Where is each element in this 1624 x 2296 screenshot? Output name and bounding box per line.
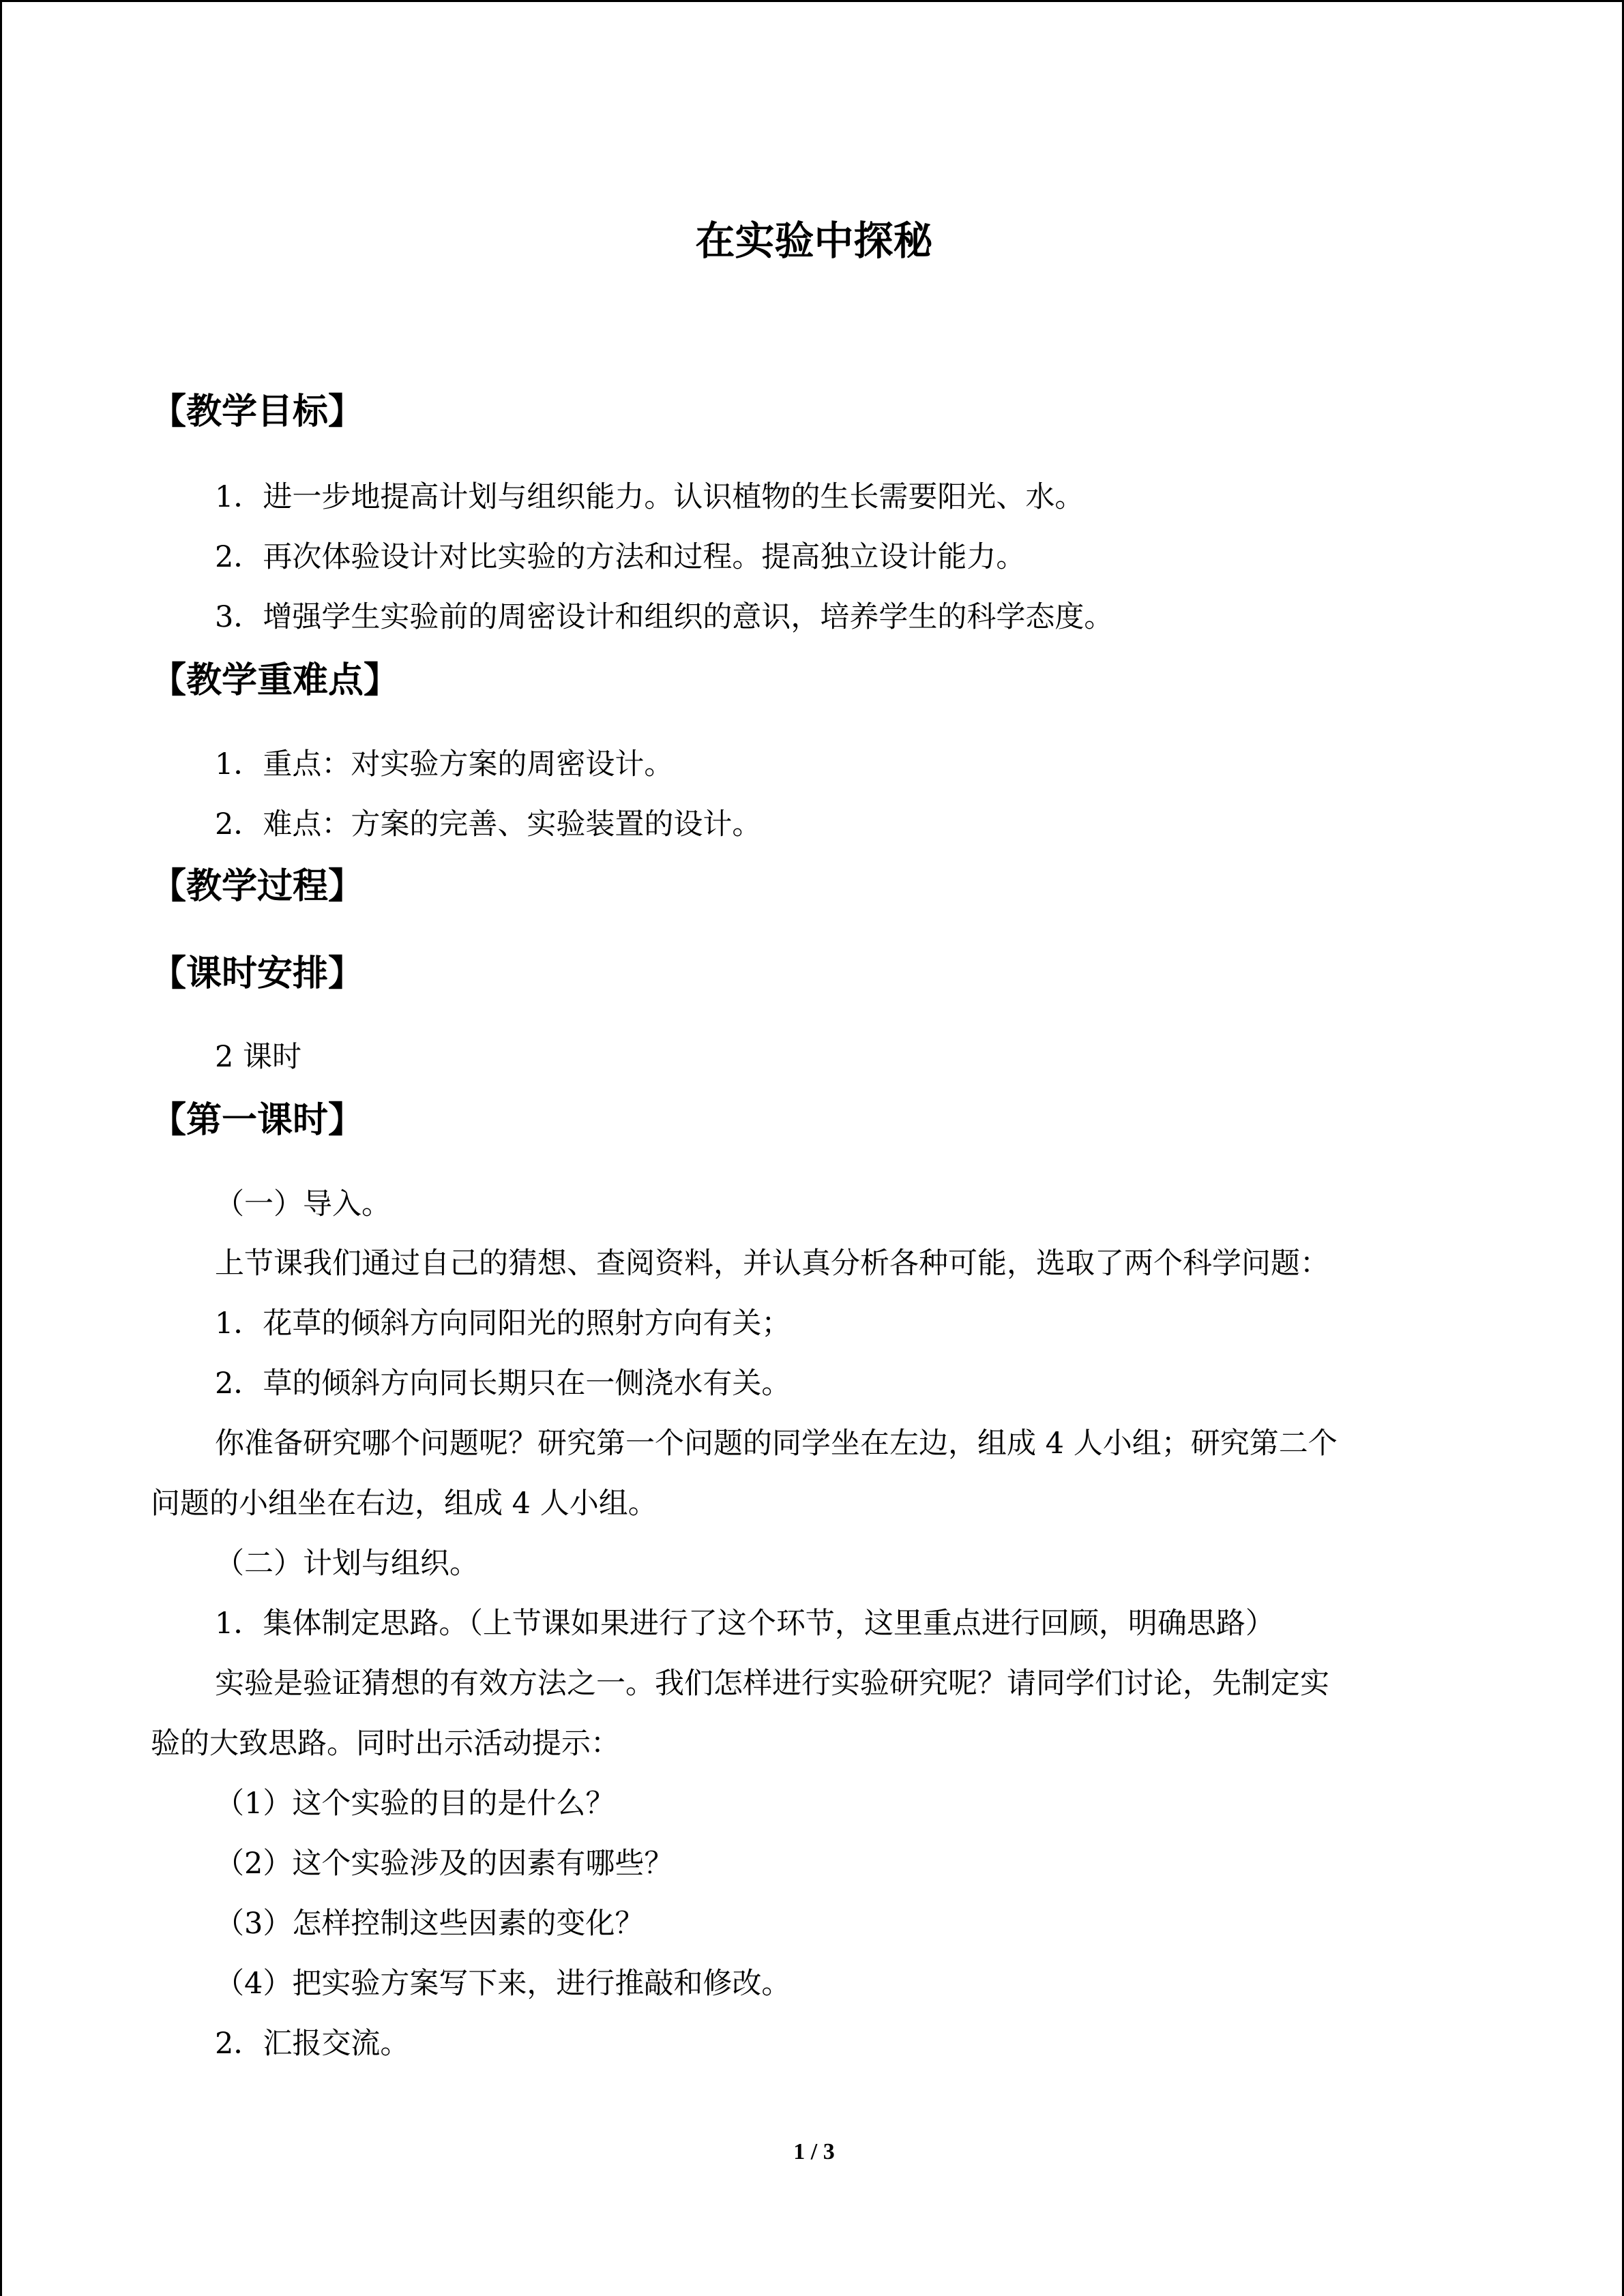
lesson-line-5: 你准备研究哪个问题呢？研究第一个问题的同学坐在左边，组成 4 人小组；研究第二个: [215, 1427, 1338, 1461]
objective-item-2: 2．再次体验设计对比实验的方法和过程。提高独立设计能力。: [215, 540, 1026, 574]
objective-item-3: 3．增强学生实验前的周密设计和组织的意识，培养学生的科学态度。: [215, 600, 1114, 634]
lesson-line-13: （3）怎样控制这些因素的变化？: [215, 1907, 645, 1941]
lesson-line-1: （一）导入。: [215, 1187, 391, 1221]
heading-process: 【教学过程】: [151, 865, 364, 907]
objective-item-1: 1．进一步地提高计划与组织能力。认识植物的生长需要阳光、水。: [215, 480, 1084, 514]
lesson-line-14: （4）把实验方案写下来，进行推敲和修改。: [215, 1967, 791, 2001]
heading-objectives: 【教学目标】: [151, 391, 364, 432]
key-point-item-1: 1．重点：对实验方案的周密设计。: [215, 747, 674, 781]
lesson-line-11: （1）这个实验的目的是什么？: [215, 1787, 615, 1821]
heading-key-points: 【教学重难点】: [151, 659, 400, 701]
lesson-line-7: （二）计划与组织。: [215, 1547, 479, 1581]
key-point-item-2: 2．难点：方案的完善、实验装置的设计。: [215, 807, 762, 841]
heading-first-lesson: 【第一课时】: [151, 1099, 364, 1141]
lesson-line-2: 上节课我们通过自己的猜想、查阅资料，并认真分析各种可能，选取了两个科学问题：: [215, 1247, 1329, 1281]
lesson-line-12: （2）这个实验涉及的因素有哪些？: [215, 1847, 674, 1881]
lesson-line-4: 2．草的倾斜方向同长期只在一侧浇水有关。: [215, 1367, 791, 1401]
lesson-line-8: 1．集体制定思路。（上节课如果进行了这个环节，这里重点进行回顾，明确思路）: [215, 1607, 1275, 1641]
schedule-text: 2 课时: [215, 1040, 302, 1074]
heading-schedule: 【课时安排】: [151, 953, 364, 994]
lesson-line-6: 问题的小组坐在右边，组成 4 人小组。: [151, 1487, 658, 1521]
lesson-line-10: 验的大致思路。同时出示活动提示：: [151, 1727, 620, 1761]
lesson-line-9: 实验是验证猜想的有效方法之一。我们怎样进行实验研究呢？请同学们讨论，先制定实: [215, 1667, 1329, 1701]
lesson-line-3: 1．花草的倾斜方向同阳光的照射方向有关；: [215, 1307, 791, 1341]
page-number: 1 / 3: [793, 2139, 835, 2164]
document-title: 在实验中探秘: [695, 218, 933, 264]
lesson-line-15: 2．汇报交流。: [215, 2027, 410, 2061]
